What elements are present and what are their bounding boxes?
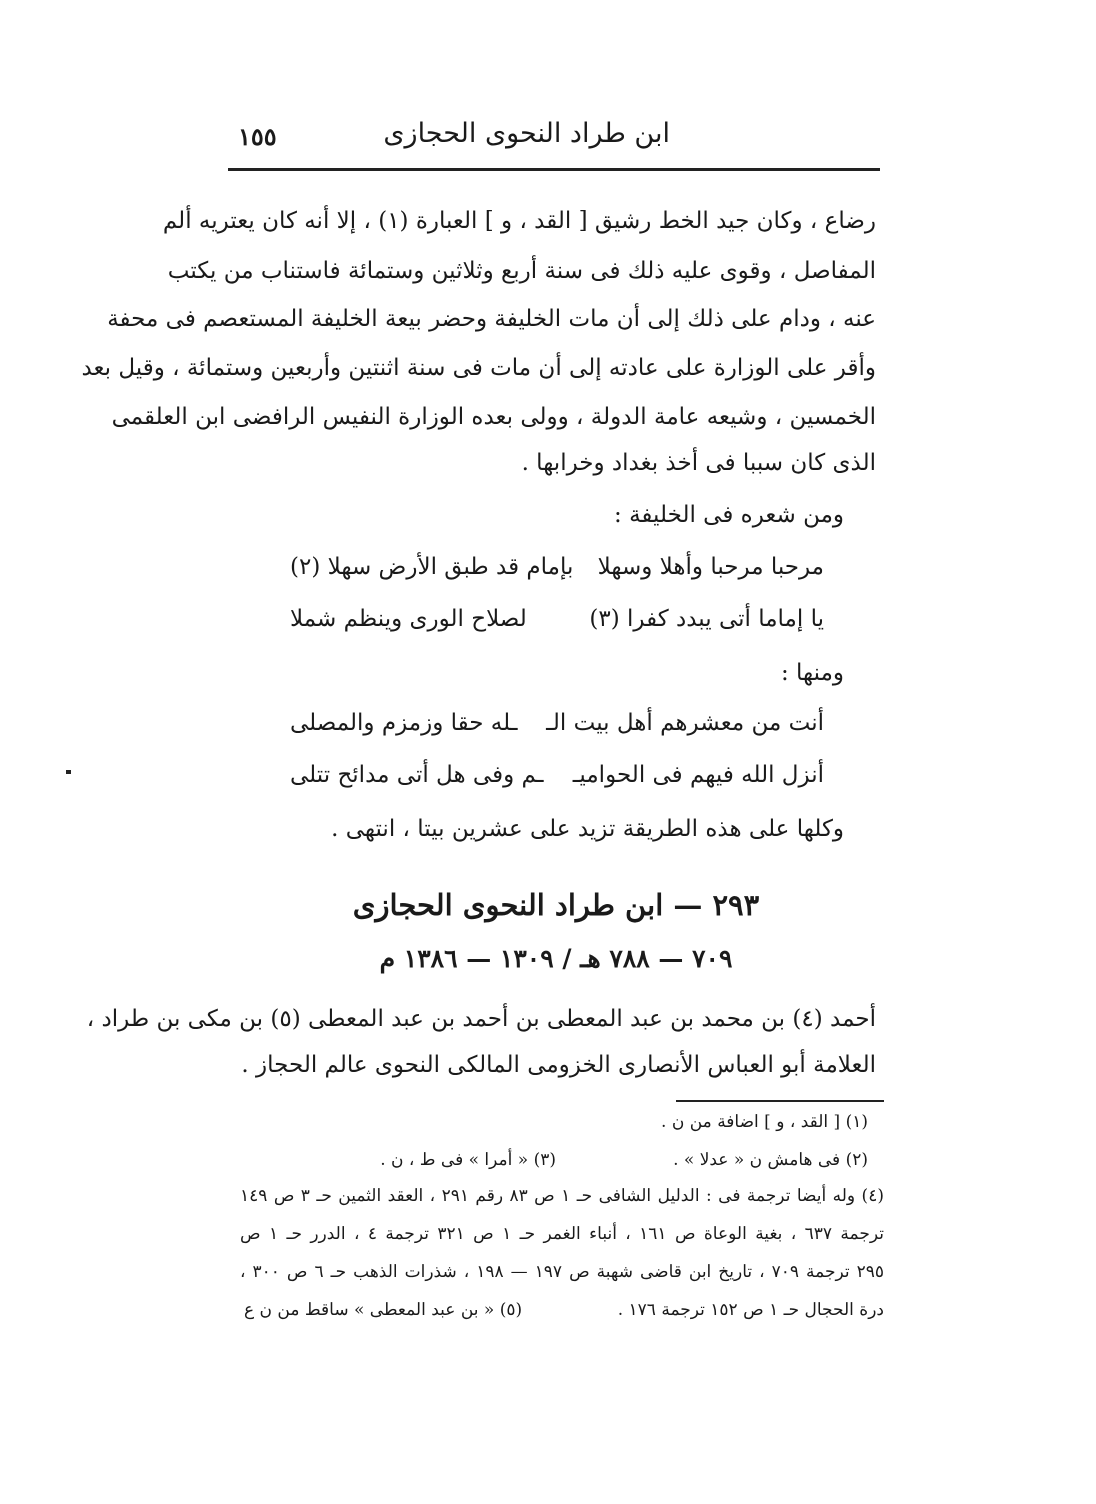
closing-line: وكلها على هذه الطريقة تزيد على عشرين بيتا ، انتهى .: [331, 816, 844, 842]
page-number: ١٥٥: [238, 122, 277, 151]
verse-first-hemistich: مرحبا مرحبا وأهلا وسهلا: [597, 554, 824, 580]
verse-first-hemistich: أنزل الله فيهم فى الحواميـ: [572, 762, 824, 788]
verse-first-hemistich: يا إماما أتى يبدد كفرا (٣): [589, 606, 824, 632]
poem-intro-2: ومنها :: [780, 660, 844, 686]
footnote-1: (١) [ القد ، و ] اضافة من ن .: [661, 1112, 868, 1132]
header-rule: [228, 168, 880, 171]
footnote-5: (٥) « بن عبد المعطى » ساقط من ن ع: [244, 1300, 523, 1320]
entry-text-line: أحمد (٤) بن محمد بن عبد المعطى بن أحمد بن عبد المعطى (٥) بن مكى بن طراد ،: [86, 1006, 876, 1032]
footnote-3: (٣) « أمرا » فى ط ، ن .: [380, 1150, 556, 1170]
paragraph-line: رضاع ، وكان جيد الخط رشيق [ القد ، و ] العبارة (١) ، إلا أنه كان يعتريه ألم: [162, 208, 876, 234]
running-title: ابن طراد النحوى الحجازى: [383, 118, 670, 149]
paragraph-line: الخمسين ، وشيعه عامة الدولة ، وولى بعده الوزارة النفيس الرافضى ابن العلقمى: [111, 404, 876, 430]
paragraph-line: عنه ، ودام على ذلك إلى أن مات الخليفة وحضر بيعة الخليفة المستعصم فى محفة: [107, 306, 876, 332]
verse-second-hemistich: ـله حقا وزمزم والمصلى: [290, 710, 518, 736]
paragraph-line: وأقر على الوزارة على عادته إلى أن مات فى سنة اثنتين وأربعين وستمائة ، وقيل بعد: [81, 355, 876, 381]
entry-text-line: العلامة أبو العباس الأنصارى الخزومى المالكى النحوى عالم الحجاز .: [241, 1052, 876, 1078]
verse-second-hemistich: لصلاح الورى وينظم شملا: [290, 606, 527, 632]
paragraph-line: المفاصل ، وقوى عليه ذلك فى سنة أربع وثلاثين وستمائة فاستناب من يكتب: [167, 258, 876, 284]
poem-intro: ومن شعره فى الخليفة :: [614, 502, 844, 528]
verse-second-hemistich: بإمام قد طبق الأرض سهلا (٢): [290, 554, 574, 580]
verse-second-hemistich: ـم وفى هل أتى مدائح تتلى: [290, 762, 544, 788]
footnote-4-line: ترجمة ٦٣٧ ، بغية الوعاة ص ١٦١ ، أنباء الغمر حـ ١ ص ٣٢١ ترجمة ٤ ، الدرر حـ ١ ص: [240, 1224, 884, 1244]
entry-title: ٢٩٣ — ابن طراد النحوى الحجازى: [352, 888, 760, 922]
footnote-4-line: ٢٩٥ ترجمة ٧٠٩ ، تاريخ ابن قاضى شهبة ص ١٩٧ — ١٩٨ ، شذرات الذهب حـ ٦ ص ٣٠٠ ،: [240, 1262, 884, 1282]
footnote-rule: [676, 1100, 884, 1102]
footnote-4-line: (٤) وله أيضا ترجمة فى : الدليل الشافى حـ ١ ص ٨٣ رقم ٢٩١ ، العقد الثمين حـ ٣ ص ١٤٩: [240, 1186, 884, 1206]
verse-first-hemistich: أنت من معشرهم أهل بيت الـ: [546, 710, 824, 736]
entry-dates: ٧٠٩ — ٧٨٨ هـ / ١٣٠٩ — ١٣٨٦ م: [379, 944, 733, 973]
running-header: [232, 118, 880, 162]
footnote-2: (٢) فى هامش ن « عدلا » .: [673, 1150, 868, 1170]
footnote-4-line: درة الحجال حـ ١ ص ١٥٢ ترجمة ١٧٦ .: [617, 1300, 884, 1320]
paragraph-line: الذى كان سببا فى أخذ بغداد وخرابها .: [521, 450, 876, 476]
margin-mark: [66, 770, 71, 774]
